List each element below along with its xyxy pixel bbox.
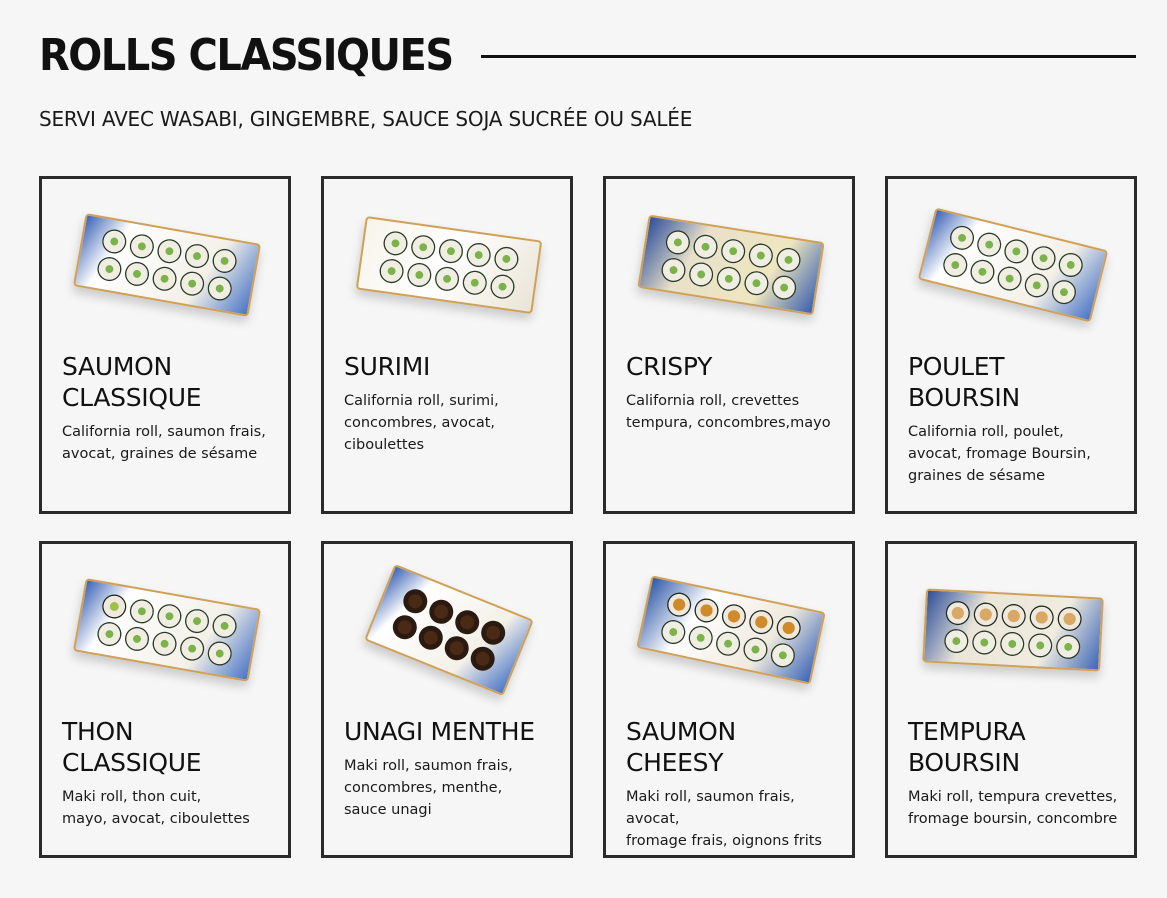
sushi-plate-image <box>60 572 274 688</box>
menu-item-card[interactable] <box>603 541 855 858</box>
menu-item-description: Maki roll, saumon frais, avocat, fromage frais, oignons frits <box>626 789 822 849</box>
menu-item-description: California roll, poulet, avocat, fromage Boursin, graines de sésame <box>908 424 1091 484</box>
menu-grid <box>39 176 1136 858</box>
section-subtitle: SERVI AVEC WASABI, GINGEMBRE, SAUCE SOJA SUCRÉE OU SALÉE <box>39 107 693 131</box>
sushi-plate-image <box>624 572 838 688</box>
sushi-plate-image <box>906 207 1120 323</box>
sushi-plate-image <box>342 207 556 323</box>
menu-item-description: California roll, crevettes tempura, concombres,mayo <box>626 393 831 431</box>
menu-item-card[interactable] <box>321 176 573 514</box>
menu-item-card[interactable] <box>885 541 1137 858</box>
menu-item-name: TEMPURA BOURSIN <box>908 717 1026 777</box>
menu-item-card[interactable] <box>39 541 291 858</box>
menu-item-card[interactable] <box>885 176 1137 514</box>
menu-item-card[interactable] <box>321 541 573 858</box>
section-title: ROLLS CLASSIQUES <box>39 31 453 81</box>
menu-item-name: SURIMI <box>344 352 431 381</box>
menu-item-name: UNAGI MENTHE <box>344 717 535 746</box>
menu-item-name: SAUMON CLASSIQUE <box>62 352 202 412</box>
menu-item-name: CRISPY <box>626 352 713 381</box>
section-header <box>39 30 1136 82</box>
menu-item-name: SAUMON CHEESY <box>626 717 736 777</box>
sushi-plate-image <box>342 572 556 688</box>
menu-item-description: California roll, surimi, concombres, avocat, ciboulettes <box>344 393 499 453</box>
menu-item-description: California roll, saumon frais, avocat, graines de sésame <box>62 424 266 462</box>
menu-item-card[interactable] <box>603 176 855 514</box>
menu-item-name: THON CLASSIQUE <box>62 717 202 777</box>
menu-item-description: Maki roll, thon cuit, mayo, avocat, ciboulettes <box>62 789 250 827</box>
menu-item-description: Maki roll, saumon frais, concombres, menthe, sauce unagi <box>344 758 513 818</box>
title-divider <box>481 55 1136 58</box>
menu-item-description: Maki roll, tempura crevettes, fromage boursin, concombre <box>908 789 1118 827</box>
sushi-plate-image <box>60 207 274 323</box>
sushi-plate-image <box>906 572 1120 688</box>
menu-item-card[interactable] <box>39 176 291 514</box>
menu-item-name: POULET BOURSIN <box>908 352 1020 412</box>
sushi-plate-image <box>624 207 838 323</box>
